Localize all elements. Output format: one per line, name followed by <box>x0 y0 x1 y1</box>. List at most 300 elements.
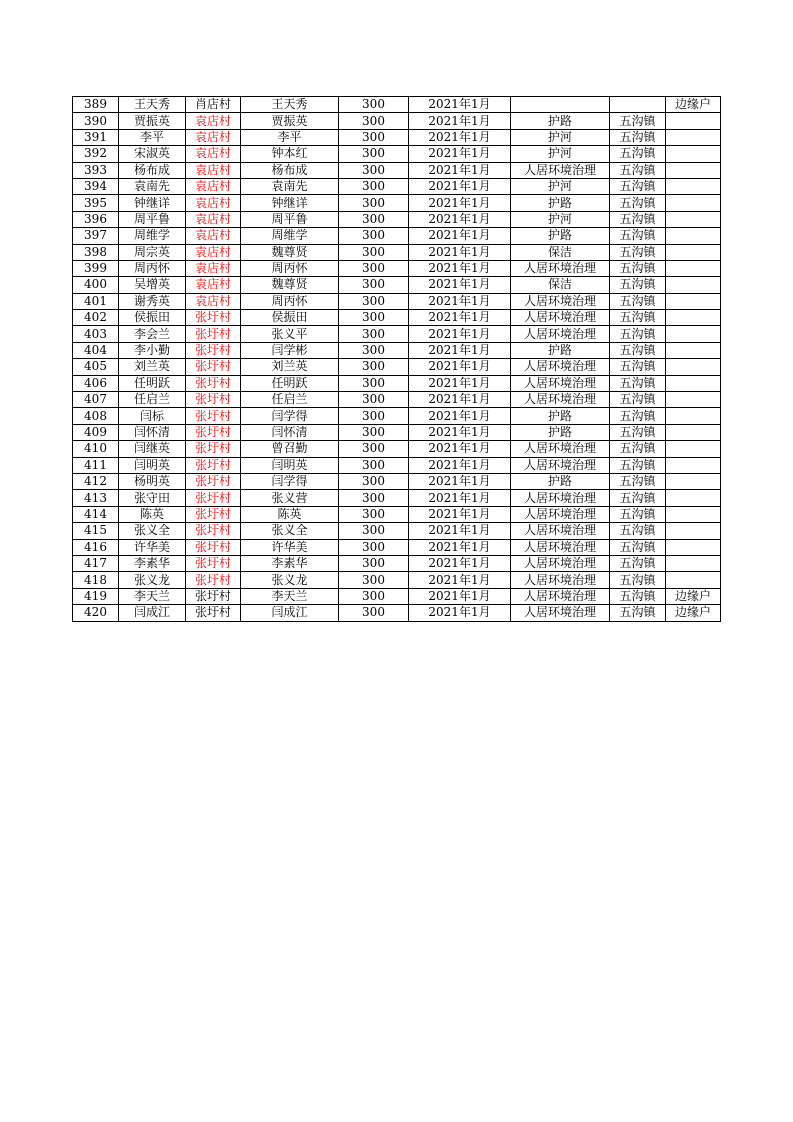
amount-cell: 300 <box>339 310 409 326</box>
amount-cell: 300 <box>339 260 409 276</box>
job-cell: 护路 <box>511 228 610 244</box>
row-number-cell: 405 <box>73 359 119 375</box>
name-cell: 闫继英 <box>119 441 186 457</box>
amount-cell: 300 <box>339 523 409 539</box>
payee-cell: 魏尊贤 <box>241 244 339 260</box>
village-cell: 袁店村 <box>186 178 241 194</box>
job-cell: 护河 <box>511 178 610 194</box>
village-cell: 张圩村 <box>186 375 241 391</box>
row-number-cell: 399 <box>73 260 119 276</box>
town-cell: 五沟镇 <box>610 506 666 522</box>
row-number-cell: 414 <box>73 506 119 522</box>
town-cell: 五沟镇 <box>610 244 666 260</box>
job-cell: 人居环境治理 <box>511 162 610 178</box>
village-cell: 张圩村 <box>186 539 241 555</box>
note-cell <box>666 162 721 178</box>
job-cell <box>511 97 610 113</box>
table-row <box>73 97 721 113</box>
note-cell <box>666 441 721 457</box>
amount-cell: 300 <box>339 146 409 162</box>
table-row <box>73 523 721 539</box>
table-row <box>73 342 721 358</box>
town-cell: 五沟镇 <box>610 113 666 129</box>
date-cell: 2021年1月 <box>409 113 511 129</box>
amount-cell: 300 <box>339 162 409 178</box>
note-cell <box>666 539 721 555</box>
row-number-cell: 420 <box>73 605 119 621</box>
table-row <box>73 293 721 309</box>
table-row <box>73 310 721 326</box>
table-row <box>73 555 721 571</box>
payee-cell: 陈英 <box>241 506 339 522</box>
row-number-cell: 410 <box>73 441 119 457</box>
village-cell: 袁店村 <box>186 162 241 178</box>
note-cell <box>666 211 721 227</box>
date-cell: 2021年1月 <box>409 523 511 539</box>
date-cell: 2021年1月 <box>409 375 511 391</box>
town-cell: 五沟镇 <box>610 408 666 424</box>
payee-cell: 侯振田 <box>241 310 339 326</box>
village-cell: 张圩村 <box>186 359 241 375</box>
town-cell: 五沟镇 <box>610 523 666 539</box>
table-row <box>73 441 721 457</box>
amount-cell: 300 <box>339 375 409 391</box>
row-number-cell: 398 <box>73 244 119 260</box>
town-cell: 五沟镇 <box>610 605 666 621</box>
payee-cell: 周丙怀 <box>241 260 339 276</box>
village-cell: 张圩村 <box>186 424 241 440</box>
note-cell <box>666 228 721 244</box>
amount-cell: 300 <box>339 392 409 408</box>
table-row <box>73 392 721 408</box>
payment-table <box>72 96 721 622</box>
job-cell: 人居环境治理 <box>511 375 610 391</box>
town-cell: 五沟镇 <box>610 539 666 555</box>
note-cell <box>666 260 721 276</box>
village-cell: 张圩村 <box>186 588 241 604</box>
job-cell: 人居环境治理 <box>511 605 610 621</box>
table-row <box>73 195 721 211</box>
table-row <box>73 162 721 178</box>
table-row <box>73 146 721 162</box>
row-number-cell: 394 <box>73 178 119 194</box>
payee-cell: 周平鲁 <box>241 211 339 227</box>
name-cell: 袁南先 <box>119 178 186 194</box>
date-cell: 2021年1月 <box>409 277 511 293</box>
payee-cell: 张义营 <box>241 490 339 506</box>
amount-cell: 300 <box>339 605 409 621</box>
town-cell: 五沟镇 <box>610 424 666 440</box>
table-body <box>73 97 721 622</box>
row-number-cell: 397 <box>73 228 119 244</box>
village-cell: 袁店村 <box>186 146 241 162</box>
payee-cell: 闫学得 <box>241 408 339 424</box>
date-cell: 2021年1月 <box>409 146 511 162</box>
payee-cell: 任明跃 <box>241 375 339 391</box>
payee-cell: 闫成江 <box>241 605 339 621</box>
name-cell: 陈英 <box>119 506 186 522</box>
job-cell: 护河 <box>511 146 610 162</box>
note-cell <box>666 375 721 391</box>
table-row <box>73 473 721 489</box>
name-cell: 周维学 <box>119 228 186 244</box>
amount-cell: 300 <box>339 129 409 145</box>
table-row <box>73 408 721 424</box>
town-cell: 五沟镇 <box>610 326 666 342</box>
note-cell <box>666 424 721 440</box>
job-cell: 人居环境治理 <box>511 392 610 408</box>
payee-cell: 杨布成 <box>241 162 339 178</box>
note-cell <box>666 342 721 358</box>
row-number-cell: 418 <box>73 572 119 588</box>
town-cell: 五沟镇 <box>610 457 666 473</box>
date-cell: 2021年1月 <box>409 572 511 588</box>
note-cell <box>666 195 721 211</box>
name-cell: 侯振田 <box>119 310 186 326</box>
payee-cell: 闫怀清 <box>241 424 339 440</box>
date-cell: 2021年1月 <box>409 473 511 489</box>
payee-cell: 李素华 <box>241 555 339 571</box>
amount-cell: 300 <box>339 195 409 211</box>
table-row <box>73 375 721 391</box>
town-cell: 五沟镇 <box>610 375 666 391</box>
table-row <box>73 326 721 342</box>
date-cell: 2021年1月 <box>409 326 511 342</box>
name-cell: 王天秀 <box>119 97 186 113</box>
job-cell: 人居环境治理 <box>511 457 610 473</box>
village-cell: 肖店村 <box>186 97 241 113</box>
town-cell: 五沟镇 <box>610 228 666 244</box>
row-number-cell: 403 <box>73 326 119 342</box>
job-cell: 人居环境治理 <box>511 359 610 375</box>
note-cell <box>666 277 721 293</box>
town-cell: 五沟镇 <box>610 129 666 145</box>
payee-cell: 钟本红 <box>241 146 339 162</box>
date-cell: 2021年1月 <box>409 490 511 506</box>
table-row <box>73 178 721 194</box>
job-cell: 护路 <box>511 113 610 129</box>
town-cell: 五沟镇 <box>610 178 666 194</box>
name-cell: 周平鲁 <box>119 211 186 227</box>
amount-cell: 300 <box>339 572 409 588</box>
village-cell: 张圩村 <box>186 555 241 571</box>
row-number-cell: 409 <box>73 424 119 440</box>
row-number-cell: 396 <box>73 211 119 227</box>
table-row <box>73 113 721 129</box>
amount-cell: 300 <box>339 326 409 342</box>
job-cell: 人居环境治理 <box>511 523 610 539</box>
name-cell: 李素华 <box>119 555 186 571</box>
row-number-cell: 392 <box>73 146 119 162</box>
table-row <box>73 228 721 244</box>
payee-cell: 钟继详 <box>241 195 339 211</box>
table-row <box>73 424 721 440</box>
town-cell <box>610 97 666 113</box>
date-cell: 2021年1月 <box>409 441 511 457</box>
date-cell: 2021年1月 <box>409 408 511 424</box>
town-cell: 五沟镇 <box>610 293 666 309</box>
note-cell <box>666 326 721 342</box>
date-cell: 2021年1月 <box>409 359 511 375</box>
date-cell: 2021年1月 <box>409 260 511 276</box>
name-cell: 杨布成 <box>119 162 186 178</box>
date-cell: 2021年1月 <box>409 457 511 473</box>
payee-cell: 闫学彬 <box>241 342 339 358</box>
note-cell <box>666 555 721 571</box>
name-cell: 任明跃 <box>119 375 186 391</box>
job-cell: 人居环境治理 <box>511 555 610 571</box>
amount-cell: 300 <box>339 555 409 571</box>
name-cell: 李小勤 <box>119 342 186 358</box>
note-cell <box>666 178 721 194</box>
payee-cell: 王天秀 <box>241 97 339 113</box>
amount-cell: 300 <box>339 178 409 194</box>
village-cell: 张圩村 <box>186 310 241 326</box>
date-cell: 2021年1月 <box>409 506 511 522</box>
job-cell: 人居环境治理 <box>511 588 610 604</box>
village-cell: 张圩村 <box>186 523 241 539</box>
name-cell: 任启兰 <box>119 392 186 408</box>
date-cell: 2021年1月 <box>409 228 511 244</box>
town-cell: 五沟镇 <box>610 211 666 227</box>
job-cell: 护路 <box>511 408 610 424</box>
name-cell: 宋淑英 <box>119 146 186 162</box>
name-cell: 李会兰 <box>119 326 186 342</box>
note-cell <box>666 129 721 145</box>
date-cell: 2021年1月 <box>409 310 511 326</box>
town-cell: 五沟镇 <box>610 572 666 588</box>
job-cell: 人居环境治理 <box>511 326 610 342</box>
name-cell: 李平 <box>119 129 186 145</box>
job-cell: 人居环境治理 <box>511 572 610 588</box>
village-cell: 袁店村 <box>186 195 241 211</box>
name-cell: 贾振英 <box>119 113 186 129</box>
payee-cell: 张义龙 <box>241 572 339 588</box>
row-number-cell: 391 <box>73 129 119 145</box>
job-cell: 人居环境治理 <box>511 293 610 309</box>
note-cell <box>666 457 721 473</box>
row-number-cell: 415 <box>73 523 119 539</box>
date-cell: 2021年1月 <box>409 211 511 227</box>
payee-cell: 张义全 <box>241 523 339 539</box>
table-row <box>73 506 721 522</box>
note-cell <box>666 523 721 539</box>
note-cell <box>666 572 721 588</box>
date-cell: 2021年1月 <box>409 555 511 571</box>
payee-cell: 贾振英 <box>241 113 339 129</box>
job-cell: 护路 <box>511 195 610 211</box>
village-cell: 张圩村 <box>186 342 241 358</box>
row-number-cell: 413 <box>73 490 119 506</box>
village-cell: 张圩村 <box>186 441 241 457</box>
payee-cell: 闫学得 <box>241 473 339 489</box>
note-cell <box>666 506 721 522</box>
amount-cell: 300 <box>339 490 409 506</box>
town-cell: 五沟镇 <box>610 162 666 178</box>
date-cell: 2021年1月 <box>409 293 511 309</box>
amount-cell: 300 <box>339 408 409 424</box>
payee-cell: 周维学 <box>241 228 339 244</box>
town-cell: 五沟镇 <box>610 359 666 375</box>
table-row <box>73 539 721 555</box>
row-number-cell: 407 <box>73 392 119 408</box>
job-cell: 人居环境治理 <box>511 506 610 522</box>
village-cell: 张圩村 <box>186 473 241 489</box>
name-cell: 许华美 <box>119 539 186 555</box>
name-cell: 刘兰英 <box>119 359 186 375</box>
table-row <box>73 359 721 375</box>
row-number-cell: 400 <box>73 277 119 293</box>
note-cell <box>666 359 721 375</box>
job-cell: 护河 <box>511 211 610 227</box>
town-cell: 五沟镇 <box>610 260 666 276</box>
table-row <box>73 588 721 604</box>
village-cell: 张圩村 <box>186 392 241 408</box>
payee-cell: 周丙怀 <box>241 293 339 309</box>
town-cell: 五沟镇 <box>610 473 666 489</box>
row-number-cell: 416 <box>73 539 119 555</box>
name-cell: 张义全 <box>119 523 186 539</box>
job-cell: 保洁 <box>511 244 610 260</box>
town-cell: 五沟镇 <box>610 555 666 571</box>
date-cell: 2021年1月 <box>409 605 511 621</box>
village-cell: 张圩村 <box>186 408 241 424</box>
table-row <box>73 572 721 588</box>
payee-cell: 任启兰 <box>241 392 339 408</box>
name-cell: 闫明英 <box>119 457 186 473</box>
village-cell: 张圩村 <box>186 605 241 621</box>
village-cell: 袁店村 <box>186 113 241 129</box>
town-cell: 五沟镇 <box>610 342 666 358</box>
date-cell: 2021年1月 <box>409 129 511 145</box>
village-cell: 袁店村 <box>186 211 241 227</box>
table-row <box>73 244 721 260</box>
payee-cell: 许华美 <box>241 539 339 555</box>
row-number-cell: 393 <box>73 162 119 178</box>
date-cell: 2021年1月 <box>409 539 511 555</box>
amount-cell: 300 <box>339 424 409 440</box>
village-cell: 张圩村 <box>186 326 241 342</box>
job-cell: 人居环境治理 <box>511 310 610 326</box>
village-cell: 袁店村 <box>186 260 241 276</box>
village-cell: 袁店村 <box>186 293 241 309</box>
amount-cell: 300 <box>339 342 409 358</box>
name-cell: 周宗英 <box>119 244 186 260</box>
payee-cell: 袁南先 <box>241 178 339 194</box>
amount-cell: 300 <box>339 277 409 293</box>
table-row <box>73 277 721 293</box>
note-cell <box>666 310 721 326</box>
date-cell: 2021年1月 <box>409 97 511 113</box>
table-row <box>73 260 721 276</box>
spreadsheet-page <box>72 96 721 622</box>
row-number-cell: 401 <box>73 293 119 309</box>
amount-cell: 300 <box>339 539 409 555</box>
table-row <box>73 490 721 506</box>
row-number-cell: 406 <box>73 375 119 391</box>
date-cell: 2021年1月 <box>409 392 511 408</box>
job-cell: 护路 <box>511 424 610 440</box>
town-cell: 五沟镇 <box>610 146 666 162</box>
payee-cell: 李平 <box>241 129 339 145</box>
note-cell: 边缘户 <box>666 605 721 621</box>
note-cell <box>666 392 721 408</box>
amount-cell: 300 <box>339 244 409 260</box>
date-cell: 2021年1月 <box>409 342 511 358</box>
name-cell: 闫怀清 <box>119 424 186 440</box>
row-number-cell: 402 <box>73 310 119 326</box>
village-cell: 袁店村 <box>186 129 241 145</box>
note-cell <box>666 244 721 260</box>
date-cell: 2021年1月 <box>409 178 511 194</box>
payee-cell: 刘兰英 <box>241 359 339 375</box>
note-cell <box>666 473 721 489</box>
date-cell: 2021年1月 <box>409 244 511 260</box>
village-cell: 张圩村 <box>186 506 241 522</box>
row-number-cell: 389 <box>73 97 119 113</box>
amount-cell: 300 <box>339 457 409 473</box>
row-number-cell: 411 <box>73 457 119 473</box>
job-cell: 保洁 <box>511 277 610 293</box>
date-cell: 2021年1月 <box>409 195 511 211</box>
payee-cell: 魏尊贤 <box>241 277 339 293</box>
amount-cell: 300 <box>339 113 409 129</box>
village-cell: 袁店村 <box>186 244 241 260</box>
note-cell <box>666 113 721 129</box>
payee-cell: 张义平 <box>241 326 339 342</box>
table-row <box>73 211 721 227</box>
table-row <box>73 457 721 473</box>
town-cell: 五沟镇 <box>610 310 666 326</box>
name-cell: 闫标 <box>119 408 186 424</box>
job-cell: 人居环境治理 <box>511 441 610 457</box>
job-cell: 人居环境治理 <box>511 539 610 555</box>
date-cell: 2021年1月 <box>409 588 511 604</box>
amount-cell: 300 <box>339 293 409 309</box>
name-cell: 钟继详 <box>119 195 186 211</box>
date-cell: 2021年1月 <box>409 424 511 440</box>
note-cell <box>666 146 721 162</box>
name-cell: 张义龙 <box>119 572 186 588</box>
row-number-cell: 417 <box>73 555 119 571</box>
amount-cell: 300 <box>339 97 409 113</box>
town-cell: 五沟镇 <box>610 588 666 604</box>
job-cell: 护河 <box>511 129 610 145</box>
town-cell: 五沟镇 <box>610 441 666 457</box>
town-cell: 五沟镇 <box>610 195 666 211</box>
name-cell: 周丙怀 <box>119 260 186 276</box>
payee-cell: 李天兰 <box>241 588 339 604</box>
name-cell: 闫成江 <box>119 605 186 621</box>
amount-cell: 300 <box>339 211 409 227</box>
note-cell <box>666 293 721 309</box>
date-cell: 2021年1月 <box>409 162 511 178</box>
row-number-cell: 419 <box>73 588 119 604</box>
amount-cell: 300 <box>339 228 409 244</box>
amount-cell: 300 <box>339 359 409 375</box>
row-number-cell: 395 <box>73 195 119 211</box>
town-cell: 五沟镇 <box>610 277 666 293</box>
name-cell: 张守田 <box>119 490 186 506</box>
village-cell: 张圩村 <box>186 490 241 506</box>
village-cell: 张圩村 <box>186 457 241 473</box>
name-cell: 李天兰 <box>119 588 186 604</box>
town-cell: 五沟镇 <box>610 490 666 506</box>
table-row <box>73 129 721 145</box>
village-cell: 袁店村 <box>186 228 241 244</box>
job-cell: 护路 <box>511 473 610 489</box>
note-cell <box>666 408 721 424</box>
